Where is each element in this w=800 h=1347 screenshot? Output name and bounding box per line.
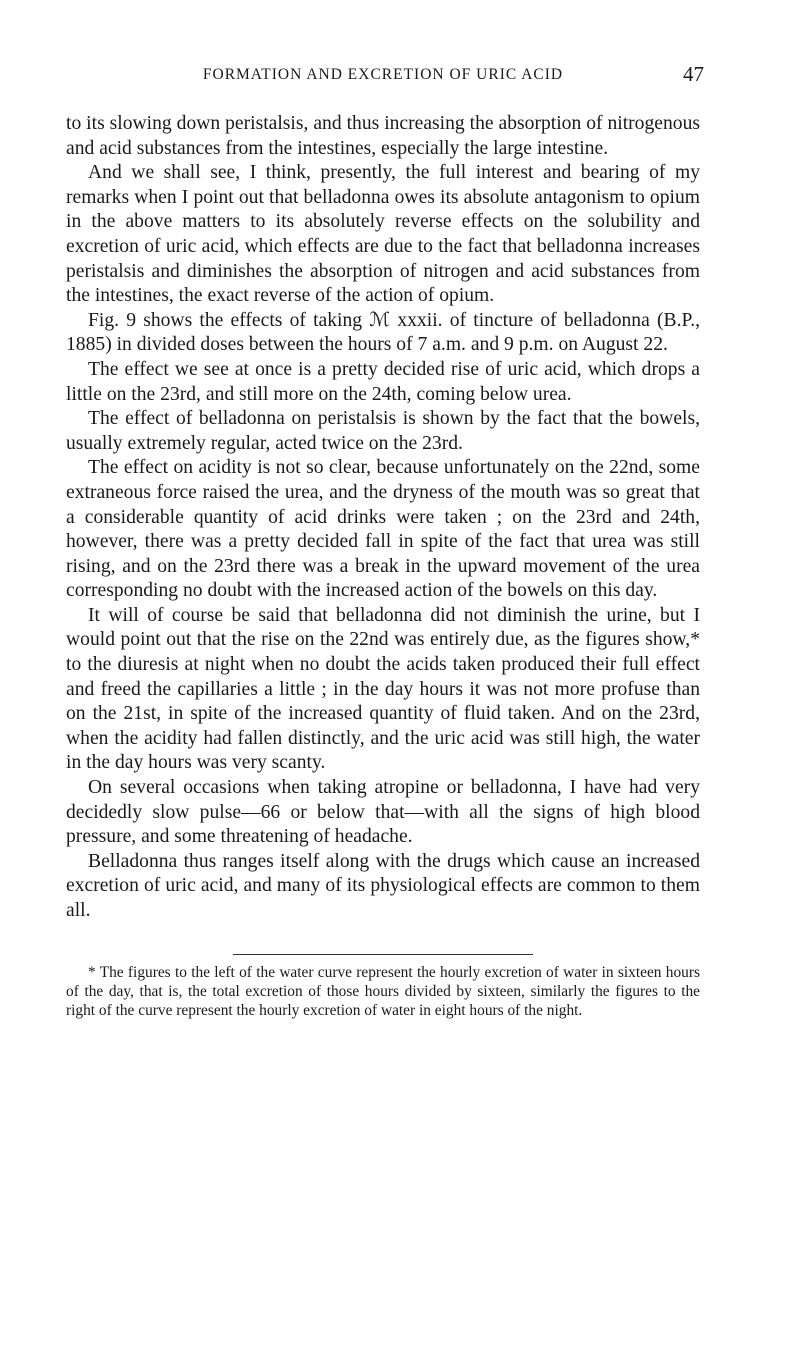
paragraph: to its slowing down peristalsis, and thus increasing the absorption of nitrogenous and acid substances from the intestines, especially the large intestine.: [66, 113, 700, 159]
paragraph: On several occasions when taking atropine or belladonna, I have had very decidedly slow pulse—66 or below that—with all the signs of high blood pressure, and some threatening of headache.: [66, 777, 700, 848]
footnote-divider: [233, 954, 533, 955]
footnote: * The figures to the left of the water curve represent the hourly excretion of water in sixteen hours of the day, that is, the total excretion of those hours divided by sixteen, similarly the figures to the right of the curve represent the hourly excretion of water in eight hours of the night.: [66, 963, 700, 1019]
paragraph: Belladonna thus ranges itself along with the drugs which cause an increased excretion of uric acid, and many of its physiological effects are common to them all.: [66, 850, 700, 921]
paragraph: The effect on acidity is not so clear, because unfortunately on the 22nd, some extraneous force raised the urea, and the dryness of the mouth was so great that a considerable quantity of acid drinks were taken ; on the 23rd and 24th, however, there was a pretty decided fall in spite of the fact that urea was still rising, and on the 23rd there was a break in the upward movement of the urea corresponding no doubt with the increased action of the bowels on this day.: [66, 457, 700, 602]
body-text: [66, 112, 700, 924]
paragraph: The effect we see at once is a pretty decided rise of uric acid, which drops a little on the 23rd, and still more on the 24th, coming below urea.: [66, 358, 700, 405]
running-head: [66, 62, 704, 92]
paragraph: Fig. 9 shows the effects of taking ℳ xxxii. of tincture of belladonna (B.P., 1885) in divided doses between the hours of 7 a.m. and 9 p.m. on August 22.: [66, 309, 700, 356]
paragraph: The effect of belladonna on peristalsis is shown by the fact that the bowels, usually extremely regular, acted twice on the 23rd.: [66, 408, 700, 454]
page-number: 47: [683, 62, 704, 86]
running-title: FORMATION AND EXCRETION OF URIC ACID: [202, 66, 564, 83]
paragraph: And we shall see, I think, presently, the full interest and bearing of my remarks when I point out that belladonna owes its absolute antagonism to opium in the above matters to its absolutely reverse effects on the solubility and excretion of uric acid, which effects are due to the fact that belladonna increases peristalsis and diminishes the absorption of nitrogen and acid substances from the intestines, the exact reverse of the action of opium.: [66, 162, 700, 307]
paragraph: It will of course be said that belladonna did not diminish the urine, but I would point out that the rise on the 22nd was entirely due, as the figures show,* to the diuresis at night when no doubt the acids taken produced their full effect and freed the capillaries a little ; in the day hours it was not more profuse than on the 21st, in spite of the increased quantity of fluid taken. And on the 23rd, when the acidity had fallen distinctly, and the uric acid was still high, the water in the day hours was very scanty.: [66, 604, 700, 774]
